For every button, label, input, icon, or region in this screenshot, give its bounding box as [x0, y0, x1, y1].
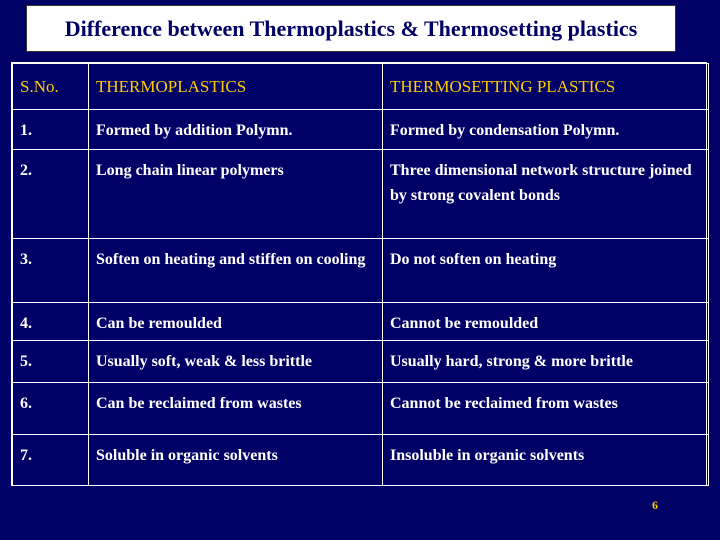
cell-thermoplastic: Long chain linear polymers [89, 150, 383, 239]
cell-thermosetting: Cannot be reclaimed from wastes [383, 383, 709, 435]
table-row [13, 150, 709, 239]
table-row [13, 341, 709, 383]
table-row [13, 110, 709, 150]
page-number: 6 [652, 498, 658, 512]
cell-sno: 2. [13, 150, 89, 239]
table-row [13, 303, 709, 341]
slide-title-box [26, 5, 676, 52]
cell-sno: 1. [13, 110, 89, 150]
cell-thermosetting: Usually hard, strong & more brittle [383, 341, 709, 383]
header-thermoplastics: THERMOPLASTICS [89, 64, 383, 110]
cell-thermosetting: Three dimensional network structure joined by strong covalent bonds [383, 150, 709, 239]
header-sno: S.No. [13, 64, 89, 110]
cell-sno: 4. [13, 303, 89, 341]
cell-sno: 3. [13, 239, 89, 303]
cell-thermosetting: Formed by condensation Polymn. [383, 110, 709, 150]
cell-thermoplastic: Formed by addition Polymn. [89, 110, 383, 150]
table-row [13, 435, 709, 486]
cell-sno: 6. [13, 383, 89, 435]
cell-thermosetting: Insoluble in organic solvents [383, 435, 709, 486]
cell-thermoplastic: Soluble in organic solvents [89, 435, 383, 486]
cell-thermoplastic: Can be reclaimed from wastes [89, 383, 383, 435]
table-header-row [13, 64, 709, 110]
cell-thermosetting: Do not soften on heating [383, 239, 709, 303]
table-row [13, 383, 709, 435]
cell-thermoplastic: Usually soft, weak & less brittle [89, 341, 383, 383]
cell-thermosetting: Cannot be remoulded [383, 303, 709, 341]
cell-thermoplastic: Can be remoulded [89, 303, 383, 341]
table-row [13, 239, 709, 303]
header-thermosetting: THERMOSETTING PLASTICS [383, 64, 709, 110]
cell-sno: 7. [13, 435, 89, 486]
cell-thermoplastic: Soften on heating and stiffen on cooling [89, 239, 383, 303]
comparison-table [11, 62, 707, 486]
cell-sno: 5. [13, 341, 89, 383]
slide-title: Difference between Thermoplastics & Thermosetting plastics [64, 15, 638, 41]
